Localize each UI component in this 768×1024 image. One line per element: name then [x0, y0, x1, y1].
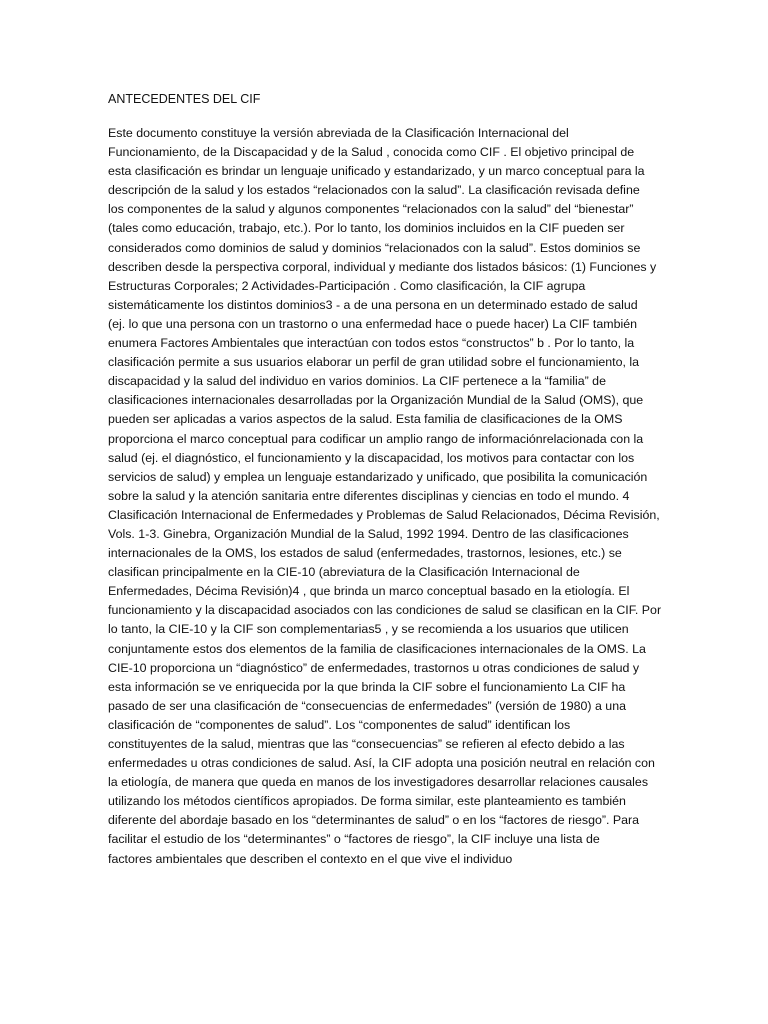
document-title: ANTECEDENTES DEL CIF — [108, 92, 261, 106]
body-line: constituyentes de la salud, mientras que las “consecuencias” se refieren al efecto debido a las — [108, 737, 625, 751]
body-line: servicios de salud) y emplea un lenguaje estandarizado y unificado, que posibilita la comunicación — [108, 469, 648, 484]
body-line: descripción de la salud y los estados “relacionados con la salud”. La clasificación revisada define — [108, 183, 640, 198]
body-line: lo tanto, la CIE-10 y la CIF son complementarias5 , y se recomienda a los usuarios que utilicen — [108, 622, 629, 637]
body-line: CIE-10 proporciona un “diagnóstico” de enfermedades, trastornos u otras condiciones de salud y — [108, 660, 640, 675]
body-line: sistemáticamente los distintos dominios3 - a de una persona en un determinado estado de salud — [108, 297, 638, 312]
body-line: (ej. lo que una persona con un trastorno o una enfermedad hace o puede hacer) La CIF también — [108, 316, 638, 331]
body-line: clasifican principalmente en la CIE-10 (abreviatura de la Clasificación Internacional de — [108, 565, 580, 580]
body-line: diferente del abordaje basado en los “determinantes de salud” o en los “factores de riesgo”. Para — [108, 813, 640, 828]
body-line: internacionales de la OMS, los estados de salud (enfermedades, trastornos, lesiones, etc.) se — [108, 546, 622, 561]
body-line: clasificación de “componentes de salud”. Los “componentes de salud” identifican los — [108, 717, 571, 732]
body-line: conjuntamente estos dos elementos de la familia de clasificaciones internacionales de la OMS. La — [108, 641, 646, 656]
body-line: clasificación permite a sus usuarios elaborar un perfil de gran utilidad sobre el funcionamiento, la — [108, 355, 640, 370]
body-line: pueden ser aplicadas a varios aspectos de la salud. Esta familia de clasificaciones de la OMS — [108, 412, 623, 427]
body-line: Funcionamiento, de la Discapacidad y de la Salud , conocida como CIF . El objetivo principal de — [108, 145, 635, 160]
body-line: sobre la salud y la atención sanitaria entre diferentes disciplinas y ciencias en todo el mundo. 4 — [108, 488, 630, 503]
body-line: enumera Factores Ambientales que interactúan con todos estos “constructos” b . Por lo tanto, la — [108, 336, 635, 351]
body-line: utilizando los métodos científicos apropiados. De forma similar, este planteamiento es también — [108, 794, 626, 809]
body-line: proporciona el marco conceptual para codificar un amplio rango de informaciónrelacionada con la — [108, 431, 644, 446]
body-line: salud (ej. el diagnóstico, el funcionamiento y la discapacidad, los motivos para contactar con los — [108, 450, 635, 465]
body-line: considerados como dominios de salud y dominios “relacionados con la salud”. Estos dominios se — [108, 240, 641, 255]
body-line: describen desde la perspectiva corporal, individual y mediante dos listados básicos: (1) Funciones y — [108, 259, 657, 274]
body-line: Enfermedades, Décima Revisión)4 , que brinda un marco conceptual basado en la etiología. El — [108, 584, 630, 599]
body-line: esta información se ve enriquecida por la que brinda la CIF sobre el funcionamiento La CIF ha — [108, 679, 626, 694]
body-line: facilitar el estudio de los “determinantes” o “factores de riesgo”, la CIF incluye una lista de — [108, 832, 600, 847]
body-line: enfermedades u otras condiciones de salud. Así, la CIF adopta una posición neutral en relación con — [108, 756, 655, 771]
body-line: Estructuras Corporales; 2 Actividades-Participación . Como clasificación, la CIF agrupa — [108, 278, 586, 293]
body-line: Este documento constituye la versión abreviada de la Clasificación Internacional del — [108, 126, 569, 140]
document-body — [108, 124, 668, 869]
body-line: (tales como educación, trabajo, etc.). Por lo tanto, los dominios incluidos en la CIF pueden ser — [108, 221, 625, 236]
body-line: Clasificación Internacional de Enfermedades y Problemas de Salud Relacionados, Décima Revisión, — [108, 507, 660, 522]
body-line: los componentes de la salud y algunos componentes “relacionados con la salud” del “bienestar” — [108, 202, 634, 217]
body-line: Vols. 1-3. Ginebra, Organización Mundial de la Salud, 1992 1994. Dentro de las clasificaciones — [108, 526, 629, 541]
body-line: esta clasificación es brindar un lenguaje unificado y estandarizado, y un marco conceptual para la — [108, 164, 645, 179]
body-line: factores ambientales que describen el contexto en el que vive el individuo — [108, 851, 513, 866]
body-line: discapacidad y la salud del individuo en varios dominios. La CIF pertenece a la “familia” de — [108, 374, 606, 389]
body-line: pasado de ser una clasificación de “consecuencias de enfermedades” (versión de 1980) a una — [108, 698, 626, 713]
body-line: la etiología, de manera que queda en manos de los investigadores desarrollar relaciones causales — [108, 775, 649, 790]
body-line: funcionamiento y la discapacidad asociados con las condiciones de salud se clasifican en la CIF. Por — [108, 603, 662, 618]
body-line: clasificaciones internacionales desarrolladas por la Organización Mundial de la Salud (OMS), que — [108, 393, 644, 408]
